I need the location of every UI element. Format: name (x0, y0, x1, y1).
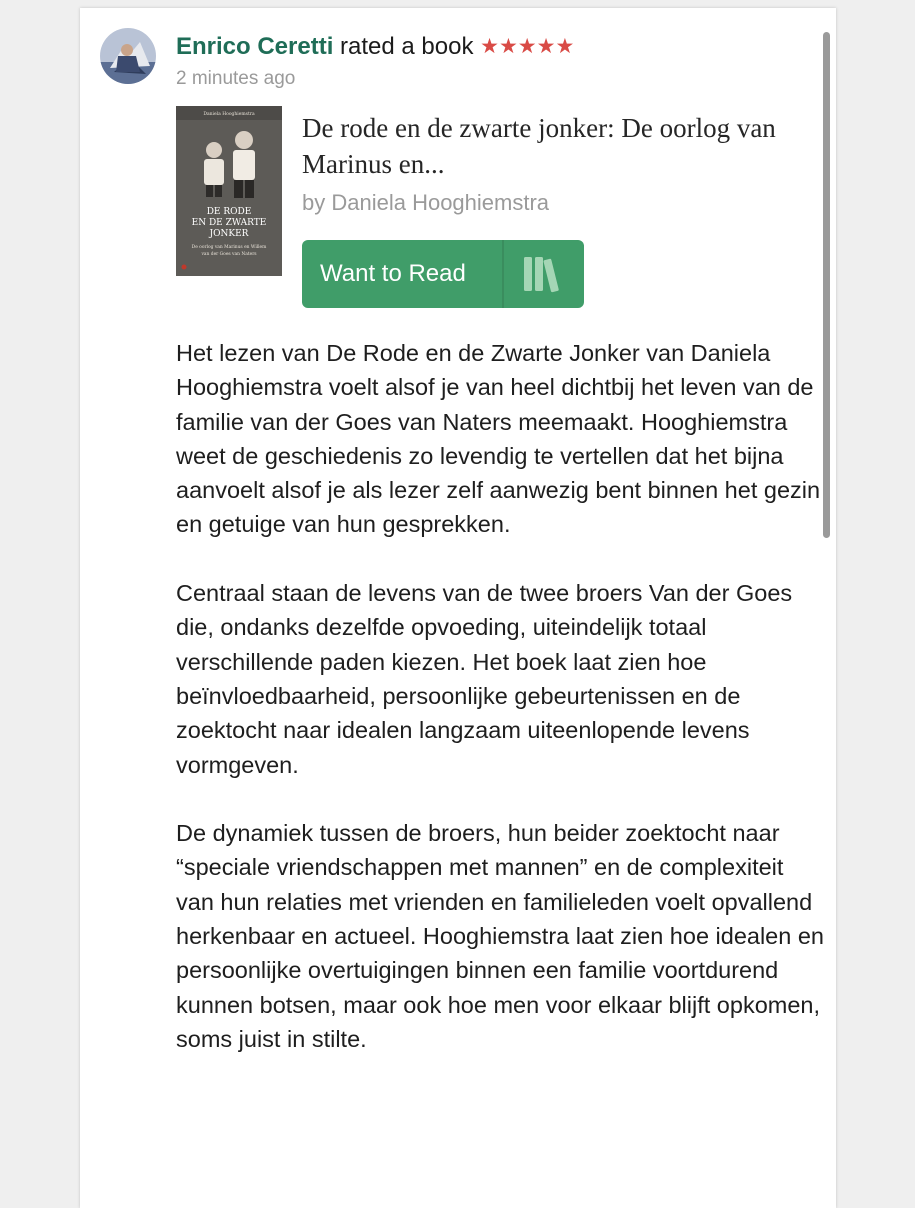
scrollbar-thumb[interactable] (823, 32, 830, 538)
book-cover[interactable] (176, 106, 282, 276)
review-body (176, 336, 826, 1091)
cover-title-line2: EN DE ZWARTE (191, 218, 267, 228)
want-to-read-button[interactable] (302, 240, 584, 308)
user-avatar[interactable] (100, 28, 156, 84)
user-name-link[interactable]: Enrico Ceretti (176, 33, 334, 60)
activity-header (176, 32, 816, 62)
activity-timestamp: 2 minutes ago (176, 68, 296, 89)
book-author[interactable]: by Daniela Hooghiemstra (302, 190, 550, 215)
shelf-dropdown-button[interactable] (504, 240, 584, 308)
want-to-read-label: Want to Read (320, 260, 466, 287)
bookshelf-icon (522, 255, 566, 293)
activity-action: rated a book (340, 33, 474, 60)
review-paragraph: Het lezen van De Rode en de Zwarte Jonker van Daniela Hooghiemstra voelt alsof je van heel dichtbij het leven van de familie van der Goes van Naters meemaakt. Hooghiemstra weet de geschiedenis zo levendig te vertellen dat het bijna aanvoelt alsof je als lezer zelf aanwezig bent binnen het gezin en getuige van hun gesprekken. (176, 340, 821, 538)
rating-stars: ★★★★★ (480, 35, 575, 58)
cover-subtitle-line1: De oorlog van Marinus en Willem (191, 245, 267, 250)
cover-author-text: Daniela Hooghiemstra (203, 112, 255, 117)
review-paragraph: De dynamiek tussen de broers, hun beider zoektocht naar “speciale vriendschappen met mannen” en de complexiteit van hun relaties met vrienden en familieleden voelt opvallend herkenbaar en actueel. Hooghiemstra laat zien hoe idealen en persoonlijke overtuigingen binnen een familie voortdurend kunnen botsen, maar ook hoe men voor elkaar blijft opkomen, soms juist in stilte. (176, 820, 824, 1052)
book-title-link[interactable]: De rode en de zwarte jonker: De oorlog van Marinus en... (302, 113, 776, 179)
cover-title-line1: DE RODE (206, 207, 252, 217)
cover-subtitle-line2: van der Goes van Naters (201, 252, 257, 257)
review-paragraph: Centraal staan de levens van de twee broers Van der Goes die, ondanks dezelfde opvoeding, uiteindelijk totaal verschillende paden kiezen. Het boek laat zien hoe beïnvloedbaarheid, persoonlijke gebeurtenissen en de zoektocht naar idealen langzaam uiteenlopende levens vormgeven. (176, 580, 793, 778)
activity-card (80, 8, 836, 1208)
cover-title-line3: JONKER (209, 229, 249, 239)
